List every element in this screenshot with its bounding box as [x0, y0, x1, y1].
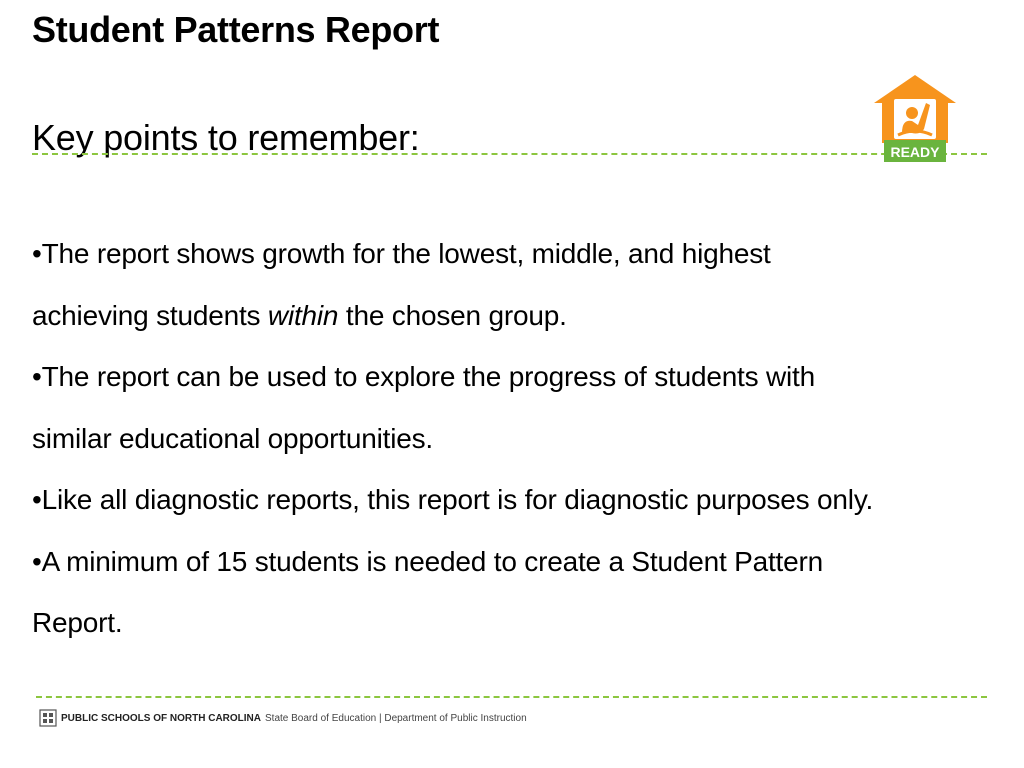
footer	[39, 708, 527, 728]
footer-department: State Board of Education | Department of Public Instruction	[265, 712, 527, 724]
point-line: •A minimum of 15 students is needed to create a Student Pattern	[32, 545, 824, 577]
slide-title: Student Patterns Report	[32, 9, 440, 50]
point-line: achieving students within the chosen group.	[32, 299, 567, 331]
point-line: Report.	[32, 607, 123, 638]
ready-logo-icon	[872, 73, 958, 165]
point-line: •The report can be used to explore the progress of students with	[32, 361, 816, 392]
bottom-dashed-divider	[36, 696, 987, 698]
point-line: •Like all diagnostic reports, this report is for diagnostic purposes only.	[32, 484, 874, 515]
point-line: similar educational opportunities.	[32, 422, 433, 454]
key-points	[32, 223, 1007, 654]
emphasis-within: within	[267, 299, 339, 331]
top-dashed-divider	[32, 153, 987, 155]
point-line: •The report shows growth for the lowest, middle, and highest	[32, 238, 771, 269]
ready-logo-text: READY	[890, 144, 940, 160]
nc-seal-icon	[39, 709, 57, 727]
footer-org: PUBLIC SCHOOLS OF NORTH CAROLINA	[61, 712, 261, 724]
slide-subtitle: Key points to remember:	[32, 117, 420, 158]
